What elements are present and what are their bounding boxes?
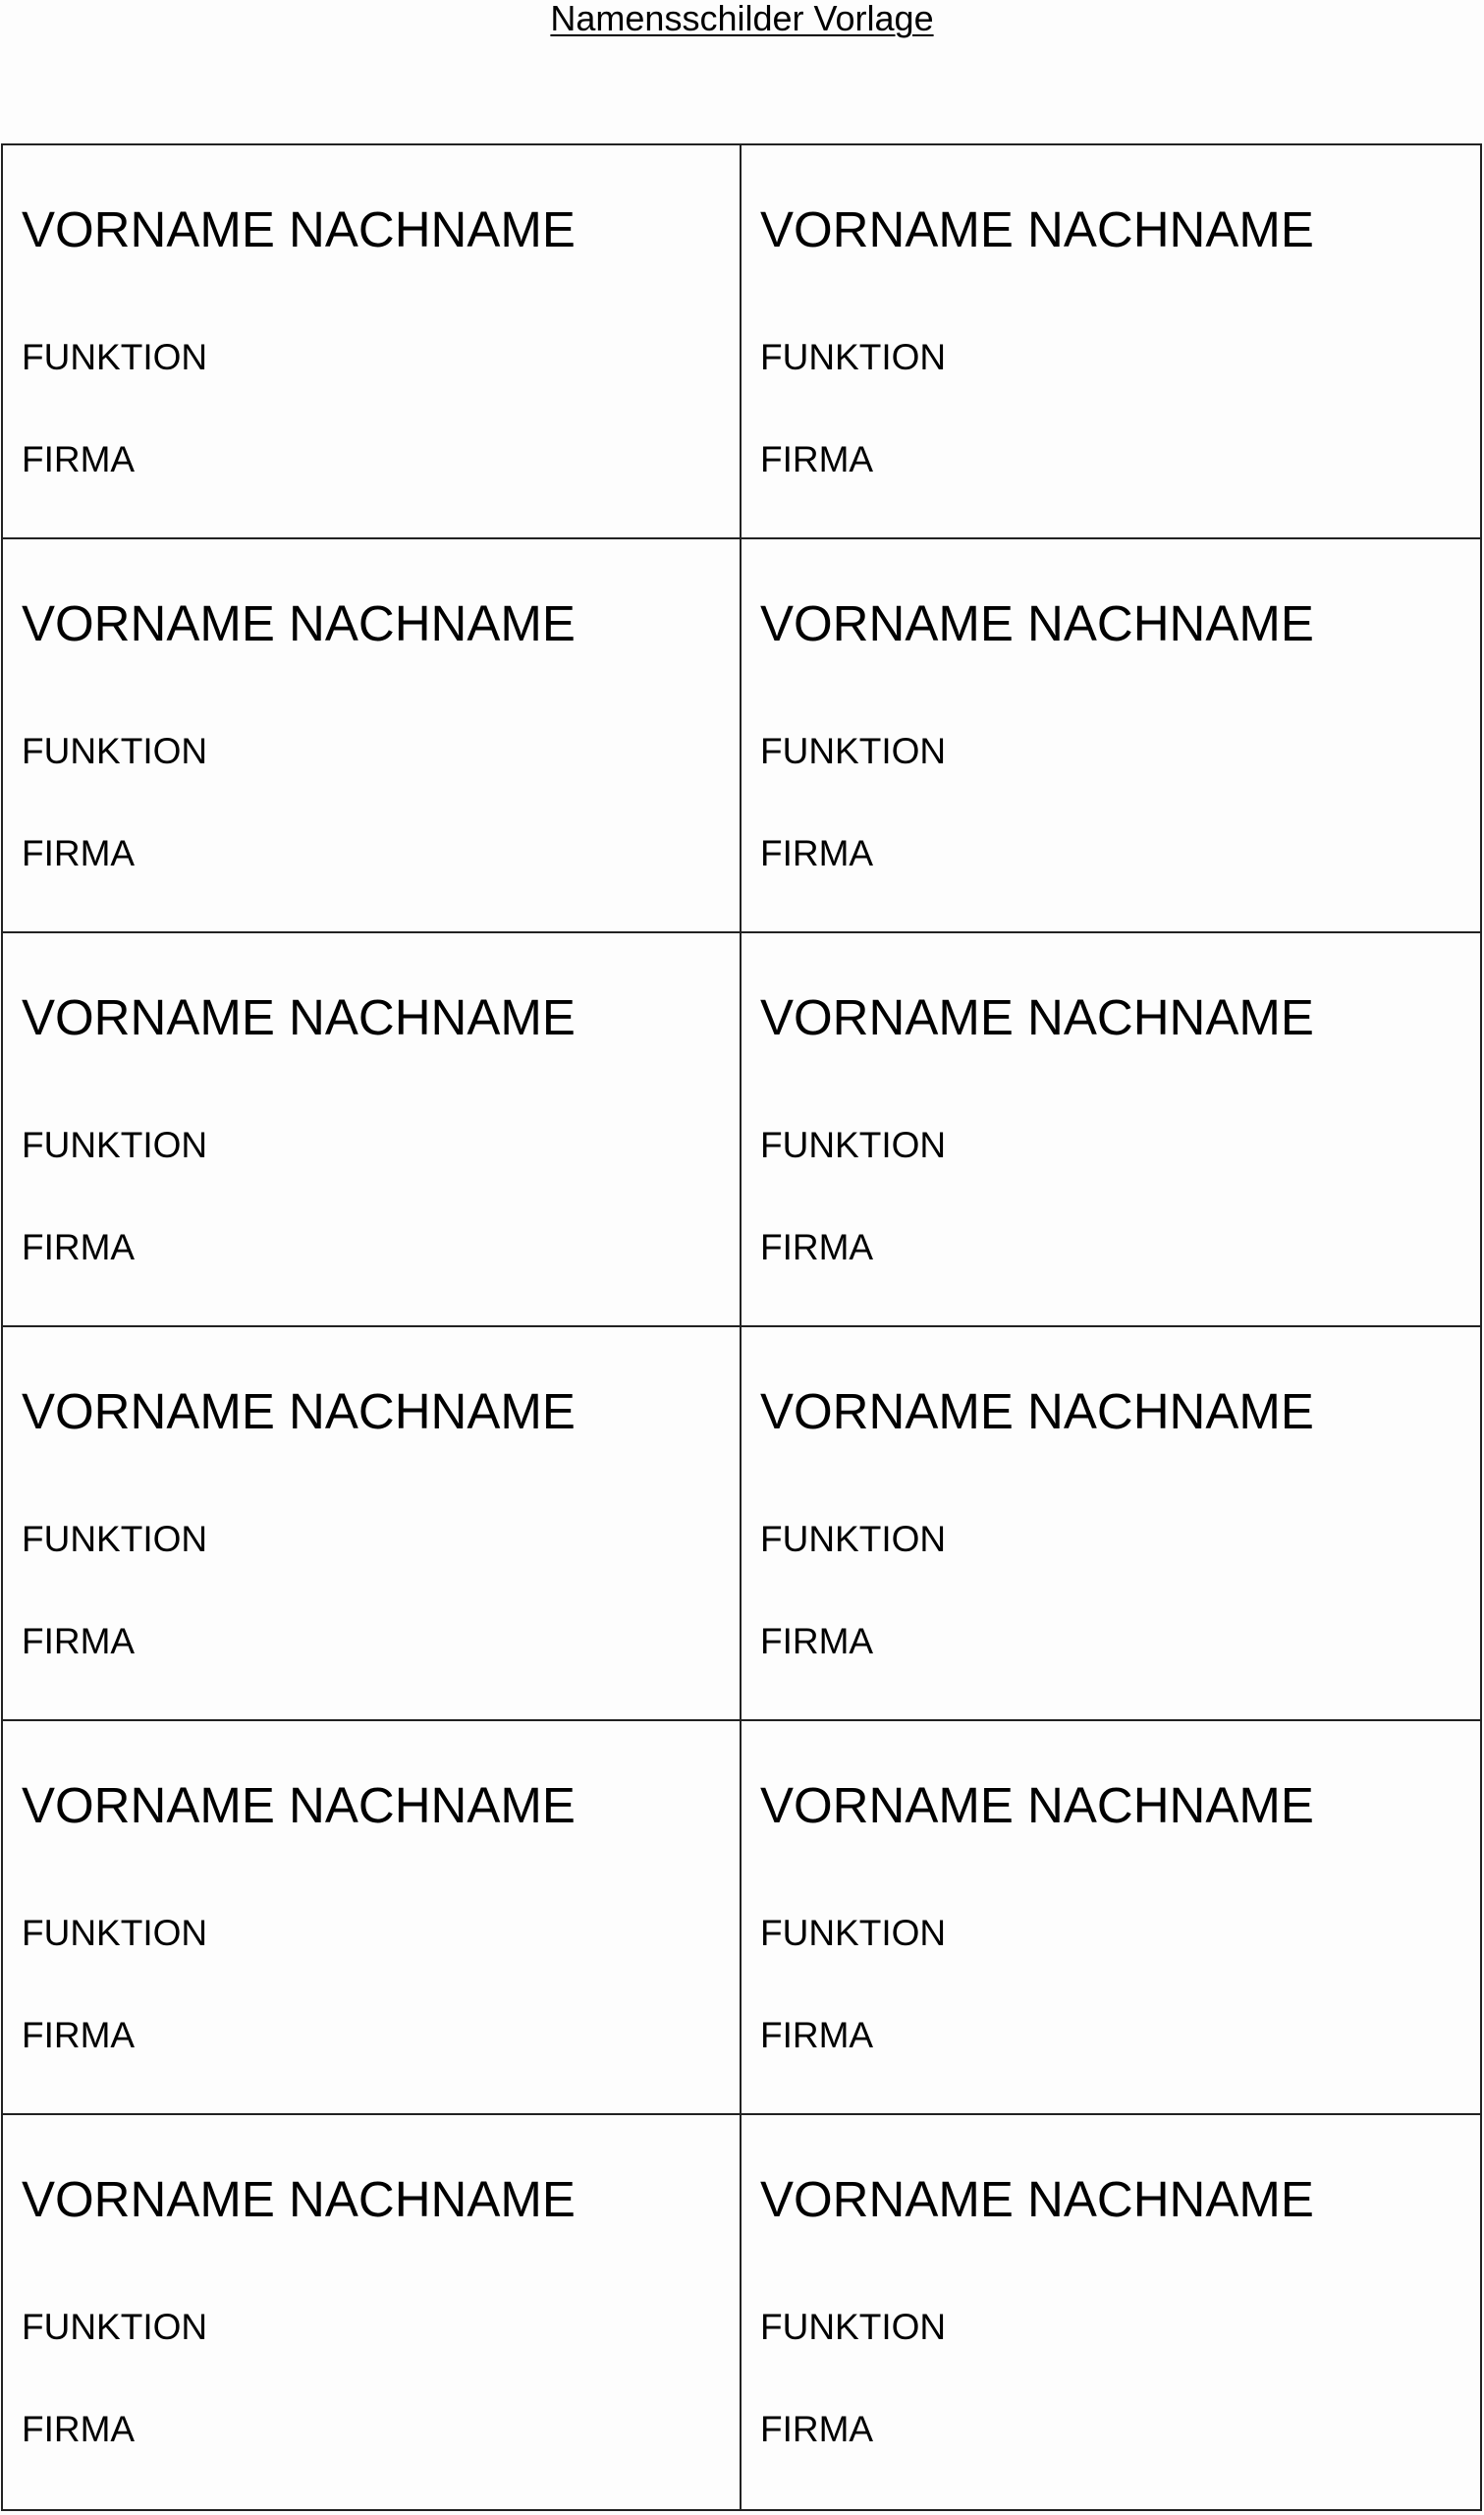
name-tag-company: FIRMA	[760, 1227, 874, 1267]
name-tag-name: VORNAME NACHNAME	[760, 2171, 1314, 2227]
name-tag-card	[742, 1721, 1480, 2115]
name-tag-name: VORNAME NACHNAME	[22, 1383, 576, 1439]
name-tag-company: FIRMA	[22, 2015, 136, 2055]
name-tag-company: FIRMA	[760, 2409, 874, 2449]
name-tag-card	[3, 933, 742, 1327]
page-title: Namensschilder Vorlage	[550, 0, 934, 38]
name-tag-role: FUNKTION	[760, 1519, 947, 1559]
name-tag-role: FUNKTION	[22, 1913, 208, 1953]
name-tag-name: VORNAME NACHNAME	[22, 1777, 576, 1833]
name-tag-name: VORNAME NACHNAME	[760, 989, 1314, 1045]
name-tag-company: FIRMA	[22, 2409, 136, 2449]
name-tag-role: FUNKTION	[22, 2307, 208, 2347]
name-tag-name: VORNAME NACHNAME	[760, 1777, 1314, 1833]
name-tag-company: FIRMA	[22, 1227, 136, 1267]
name-tag-card	[3, 539, 742, 933]
name-tag-card	[742, 145, 1480, 539]
name-tag-role: FUNKTION	[760, 337, 947, 377]
name-tag-company: FIRMA	[760, 833, 874, 873]
name-tag-name: VORNAME NACHNAME	[760, 1383, 1314, 1439]
name-tag-role: FUNKTION	[22, 337, 208, 377]
name-tag-company: FIRMA	[760, 1621, 874, 1661]
name-tag-card	[742, 2115, 1480, 2509]
name-tag-card	[3, 1721, 742, 2115]
name-tag-name: VORNAME NACHNAME	[760, 595, 1314, 651]
name-tag-card	[3, 1327, 742, 1721]
name-tag-name: VORNAME NACHNAME	[22, 595, 576, 651]
name-tag-company: FIRMA	[760, 439, 874, 479]
name-tag-card	[742, 539, 1480, 933]
name-tag-name: VORNAME NACHNAME	[760, 201, 1314, 257]
name-tag-name: VORNAME NACHNAME	[22, 201, 576, 257]
name-tag-role: FUNKTION	[760, 1913, 947, 1953]
name-tag-grid	[1, 143, 1482, 2511]
name-tag-card	[742, 1327, 1480, 1721]
name-tag-role: FUNKTION	[760, 2307, 947, 2347]
name-tag-company: FIRMA	[760, 2015, 874, 2055]
name-tag-name: VORNAME NACHNAME	[22, 2171, 576, 2227]
name-tag-company: FIRMA	[22, 1621, 136, 1661]
name-tag-card	[742, 933, 1480, 1327]
name-tag-card	[3, 2115, 742, 2509]
name-tag-company: FIRMA	[22, 439, 136, 479]
name-tag-name: VORNAME NACHNAME	[22, 989, 576, 1045]
name-tag-role: FUNKTION	[22, 731, 208, 771]
name-tag-company: FIRMA	[22, 833, 136, 873]
name-tag-card	[3, 145, 742, 539]
name-tag-role: FUNKTION	[760, 731, 947, 771]
name-tag-role: FUNKTION	[22, 1519, 208, 1559]
name-tag-role: FUNKTION	[22, 1125, 208, 1165]
name-tag-role: FUNKTION	[760, 1125, 947, 1165]
